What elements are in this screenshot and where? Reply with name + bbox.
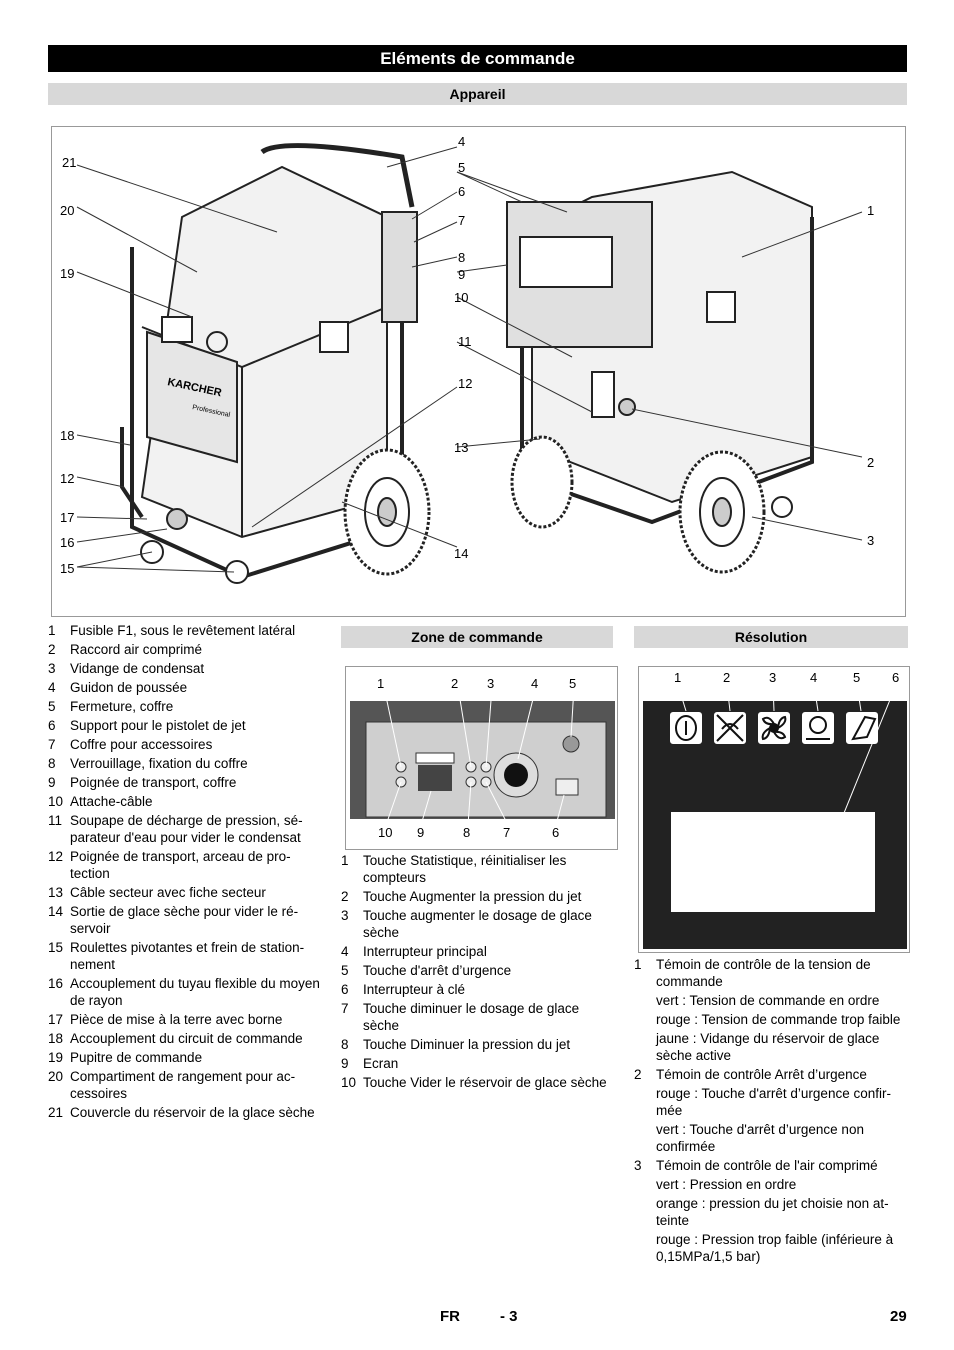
panel-callout-9: 9 [417,825,425,840]
list-item [48,903,323,937]
list-item-number: 12 [48,849,64,864]
list-item-number: 6 [48,718,56,733]
list-item [48,884,323,901]
display-callout-2: 2 [723,670,731,685]
list-item [48,848,323,882]
list-item-number: 2 [634,1067,642,1082]
display-illustration [639,667,911,954]
list-item-number: 13 [48,885,64,900]
list-item-text: Témoin de contrôle Arrêt d’urgence [656,1067,867,1082]
brand-label: KARCHER [166,376,223,400]
list-item [48,1011,323,1028]
list-item-text: Attache-câble [70,794,153,809]
list-item [48,1030,323,1047]
list-item-number: 2 [48,642,56,657]
callout-8: 8 [458,250,466,265]
panel-callout-7: 7 [503,825,511,840]
list-item [48,939,323,973]
list-subitem: rouge : Tension de commande trop faible [656,1012,901,1027]
list-item-number: 10 [48,794,64,809]
callout-3: 3 [867,533,875,548]
resolution-list [634,956,910,1267]
list-item-number: 3 [634,1158,642,1173]
list-item [634,956,910,990]
section-heading-zone: Zone de commande [341,626,613,648]
list-item [48,755,323,772]
list-item [634,1066,910,1083]
list-item-text: Raccord air comprimé [70,642,203,657]
list-item-text: Touche Diminuer la pression du jet [363,1037,571,1052]
list-item [48,717,323,734]
list-item [48,812,323,846]
list-item [48,793,323,810]
list-item-number: 18 [48,1031,64,1046]
list-item-text: Poignée de transport, coffre [70,775,237,790]
control-panel-figure [345,666,618,850]
list-item-number: 1 [634,957,642,972]
callout-10: 10 [454,290,469,305]
panel-callout-1: 1 [377,676,385,691]
list-item-text: Verrouillage, fixation du coffre [70,756,248,771]
callout-11: 11 [458,334,472,349]
list-item [341,1074,616,1091]
panel-callout-5: 5 [569,676,577,691]
list-item-number: 17 [48,1012,64,1027]
list-item-number: 11 [48,813,63,828]
list-item-number: 6 [341,982,349,997]
list-item-number: 2 [341,889,349,904]
list-item-text: Roulettes pivotantes et frein de station-nement [70,940,305,972]
list-item [48,1104,323,1121]
callout-5: 5 [458,160,466,175]
callout-1: 1 [867,203,875,218]
list-item-text: Accouplement du tuyau flexible du moyen de rayon [70,976,320,1008]
list-item [48,660,323,677]
list-item [341,962,616,979]
list-item-number: 1 [48,623,56,638]
list-item-text: Pupitre de commande [70,1050,203,1065]
zone-list [341,852,616,1093]
list-item-number: 8 [341,1037,349,1052]
list-item-text: Sortie de glace sèche pour vider le ré-servoir [70,904,299,936]
display-callout-5: 5 [853,670,861,685]
list-item [341,852,616,886]
list-item-text: Ecran [363,1056,399,1071]
list-item-text: Touche d'arrêt d’urgence [363,963,512,978]
list-item-text: Compartiment de rangement pour ac-cessoires [70,1069,296,1101]
list-item [48,622,323,639]
callout-21: 21 [62,155,77,170]
list-item-text: Couvercle du réservoir de la glace sèche [70,1105,315,1120]
list-item-number: 3 [48,661,56,676]
list-item-text: Interrupteur principal [363,944,487,959]
list-item-text: Touche augmenter le dosage de glace sèche [363,908,592,940]
list-item-number: 8 [48,756,56,771]
panel-callout-6: 6 [552,825,560,840]
list-item-text: Fermeture, coffre [70,699,174,714]
callout-15: 15 [60,561,75,576]
list-item-number: 5 [341,963,349,978]
section-heading-appareil: Appareil [48,83,907,105]
list-item-text: Touche diminuer le dosage de glace sèche [363,1001,580,1033]
callout-17: 17 [60,510,75,525]
callout-12-right: 12 [458,376,473,391]
list-item-number: 14 [48,904,64,919]
callout-16: 16 [60,535,75,550]
list-item-text: Touche Vider le réservoir de glace sèche [363,1075,607,1090]
callout-2: 2 [867,455,875,470]
list-item [341,907,616,941]
list-item-text: Câble secteur avec fiche secteur [70,885,266,900]
list-item-text: Témoin de contrôle de la tension de commande [656,957,871,989]
list-item-text: Témoin de contrôle de l'air comprimé [656,1158,878,1173]
callout-9: 9 [458,267,466,282]
display-callout-6: 6 [892,670,900,685]
list-item-text: Pièce de mise à la terre avec borne [70,1012,283,1027]
list-item-text: Accouplement du circuit de commande [70,1031,303,1046]
list-item-text: Vidange de condensat [70,661,205,676]
footer-page-number: 29 [890,1308,907,1325]
list-subitem: vert : Touche d'arrêt d’urgence non confirmée [656,1122,864,1154]
display-figure [638,666,910,953]
list-item [48,774,323,791]
list-item-text: Coffre pour accessoires [70,737,213,752]
list-item-number: 16 [48,976,64,991]
list-item [48,1049,323,1066]
list-item [48,975,323,1009]
list-item [341,1055,616,1072]
display-callout-4: 4 [810,670,818,685]
callout-18: 18 [60,428,75,443]
list-item-number: 4 [48,680,56,695]
list-item-text: Soupape de décharge de pression, sé-parateur d'eau pour vider le condensat [70,813,303,845]
list-item-text: Touche Statistique, réinitialiser les compteurs [363,853,567,885]
panel-callout-10: 10 [378,825,393,840]
callout-6: 6 [458,184,466,199]
list-item [341,888,616,905]
display-callout-1: 1 [674,670,682,685]
device-illustration [52,127,907,618]
list-item-number: 15 [48,940,64,955]
list-item-number: 21 [48,1105,64,1120]
control-panel-illustration [346,667,619,851]
list-item-number: 7 [341,1001,349,1016]
list-item-text: Touche Augmenter la pression du jet [363,889,582,904]
list-subitem: rouge : Touche d'arrêt d’urgence confir-mée [656,1086,891,1118]
list-item-number: 9 [341,1056,349,1071]
callout-14: 14 [454,546,469,561]
list-item [48,641,323,658]
list-item-number: 7 [48,737,56,752]
list-subitem: orange : pression du jet choisie non at-teinte [656,1196,889,1228]
callout-7: 7 [458,213,466,228]
parts-list [48,622,323,1123]
list-item-text: Fusible F1, sous le revêtement latéral [70,623,296,638]
callout-4: 4 [458,134,466,149]
section-heading-resolution: Résolution [634,626,908,648]
list-item-number: 10 [341,1075,357,1090]
list-item-number: 19 [48,1050,64,1065]
device-figure [51,126,906,617]
display-callout-3: 3 [769,670,777,685]
list-subitem: jaune : Vidange du réservoir de glace sèche active [656,1031,880,1063]
list-subitem: vert : Pression en ordre [656,1177,797,1192]
callout-13: 13 [454,440,469,455]
list-item-number: 4 [341,944,349,959]
list-item [341,981,616,998]
list-item-text: Guidon de poussée [70,680,188,695]
list-item [48,679,323,696]
list-item-number: 9 [48,775,56,790]
list-item [48,736,323,753]
footer-language: FR [440,1308,460,1325]
list-item [341,943,616,960]
list-item-text: Poignée de transport, arceau de pro-tection [70,849,291,881]
panel-callout-8: 8 [463,825,471,840]
list-item [48,1068,323,1102]
list-item [48,698,323,715]
list-item [341,1000,616,1034]
list-item-number: 20 [48,1069,64,1084]
list-item-number: 3 [341,908,349,923]
list-item-text: Interrupteur à clé [363,982,466,997]
panel-callout-3: 3 [487,676,495,691]
panel-callout-4: 4 [531,676,539,691]
list-subitem: rouge : Pression trop faible (inférieure à 0,15MPa/1,5 bar) [656,1232,894,1264]
model-label: Professional [191,404,231,419]
callout-20: 20 [60,203,75,218]
list-item-text: Support pour le pistolet de jet [70,718,246,733]
list-subitem: vert : Tension de commande en ordre [656,993,880,1008]
list-item [634,1157,910,1174]
panel-callout-2: 2 [451,676,459,691]
callout-19: 19 [60,266,75,281]
page-title: Eléments de commande [48,45,907,72]
list-item-number: 1 [341,853,349,868]
callout-12-left: 12 [60,471,75,486]
list-item [341,1036,616,1053]
footer-local-page: - 3 [500,1308,518,1325]
list-item-number: 5 [48,699,56,714]
